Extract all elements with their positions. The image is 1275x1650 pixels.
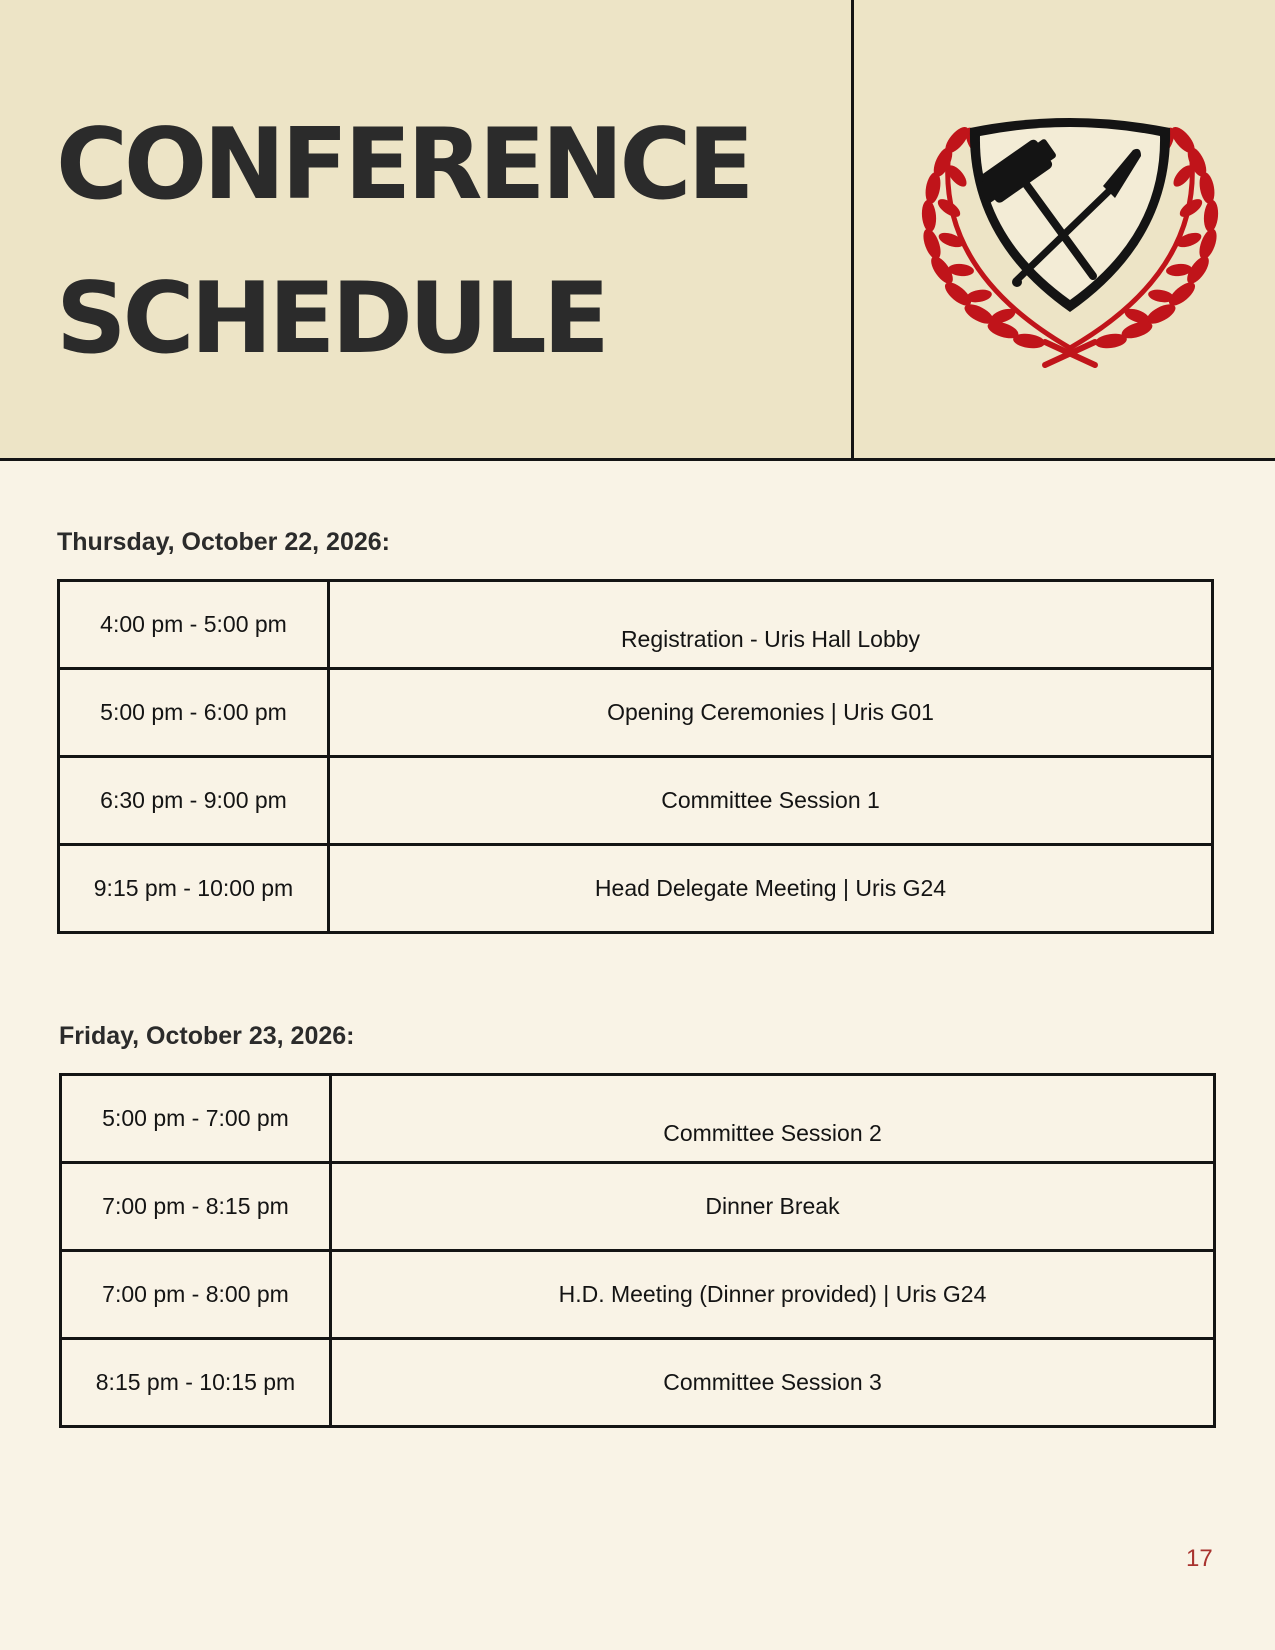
- time-cell: 9:15 pm - 10:00 pm: [59, 845, 329, 933]
- table-row: [59, 757, 1213, 845]
- table-row: [61, 1075, 1215, 1163]
- page-title-line-2: SCHEDULE: [56, 262, 606, 376]
- event-cell: Opening Ceremonies | Uris G01: [329, 669, 1213, 757]
- table-row: [59, 669, 1213, 757]
- page-title-line-1: CONFERENCE: [56, 108, 751, 222]
- time-cell: 7:00 pm - 8:00 pm: [61, 1251, 331, 1339]
- crest-gavel-oar-laurel-icon: [905, 80, 1235, 380]
- event-cell: Committee Session 1: [329, 757, 1213, 845]
- event-cell: Head Delegate Meeting | Uris G24: [329, 845, 1213, 933]
- schedule-table-thursday: [57, 579, 1214, 934]
- table-row: [61, 1339, 1215, 1427]
- page-number: 17: [1186, 1545, 1213, 1572]
- table-row: [59, 581, 1213, 669]
- header-divider: [851, 0, 854, 461]
- table-row: [59, 845, 1213, 933]
- header-banner: [0, 0, 1275, 461]
- time-cell: 5:00 pm - 6:00 pm: [59, 669, 329, 757]
- table-row: [61, 1163, 1215, 1251]
- table-row: [61, 1251, 1215, 1339]
- page-title: [56, 88, 750, 396]
- day-heading-friday: Friday, October 23, 2026:: [59, 1022, 355, 1050]
- event-cell: Registration - Uris Hall Lobby: [329, 581, 1213, 669]
- time-cell: 5:00 pm - 7:00 pm: [61, 1075, 331, 1163]
- event-cell: Dinner Break: [331, 1163, 1215, 1251]
- time-cell: 8:15 pm - 10:15 pm: [61, 1339, 331, 1427]
- time-cell: 7:00 pm - 8:15 pm: [61, 1163, 331, 1251]
- time-cell: 4:00 pm - 5:00 pm: [59, 581, 329, 669]
- event-cell: Committee Session 2: [331, 1075, 1215, 1163]
- day-heading-thursday: Thursday, October 22, 2026:: [57, 528, 390, 556]
- event-cell: H.D. Meeting (Dinner provided) | Uris G24: [331, 1251, 1215, 1339]
- schedule-table-friday: [59, 1073, 1216, 1428]
- event-cell: Committee Session 3: [331, 1339, 1215, 1427]
- time-cell: 6:30 pm - 9:00 pm: [59, 757, 329, 845]
